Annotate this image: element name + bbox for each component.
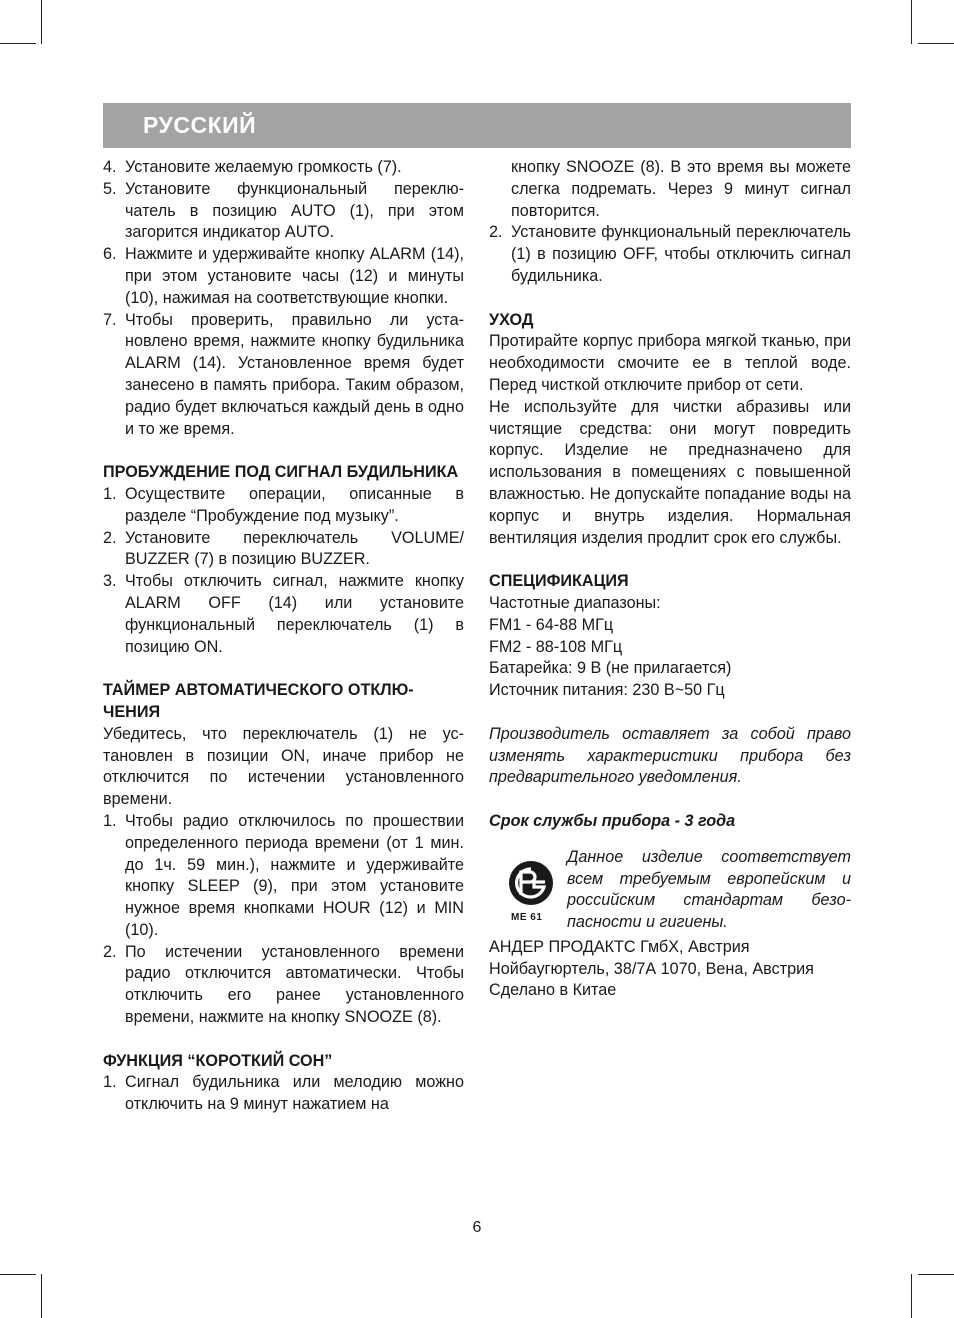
item-text: Сигнал будильника или мелодию можно отключить на 9 минут нажатием на: [125, 1073, 464, 1114]
section-heading-timer: ТАЙМЕР АВТОМАТИЧЕСКОГО ОТКЛЮЧЕНИЯ: [103, 681, 414, 721]
crop-mark: [918, 1274, 954, 1275]
crop-mark: [0, 1274, 36, 1275]
item-number: 2.: [103, 942, 117, 961]
item-number: 2.: [489, 223, 503, 242]
language-banner: [103, 103, 851, 148]
item-text: Установите функциональный переключатель в позицию AUTO (1), при этом загорится индикатор AUTO.: [125, 179, 464, 242]
item-number: 1.: [103, 484, 117, 503]
section-heading-care: УХОД: [489, 310, 534, 329]
item-text: Установите функциональный переключатель (1) в позицию OFF, чтобы отключить сигнал будильника.: [511, 223, 851, 285]
section-heading-snooze: ФУНКЦИЯ “КОРОТКИЙ СОН”: [103, 1051, 333, 1070]
item-number: 1.: [103, 1073, 117, 1092]
care-paragraph-1: Протирайте корпус прибора мягкой тканью, при необходимости смочите ее в теплой воде. Перед чисткой отключите прибор от сети.: [489, 332, 851, 394]
right-column: [489, 157, 851, 1002]
crop-mark: [0, 43, 36, 44]
snooze-continued: кнопку SNOOZE (8). В это время вы можете слегка подремать. Через 9 минут сигнал повторится.: [511, 158, 851, 220]
item-number: 2.: [103, 528, 117, 547]
item-text: Установите желаемую громкость (7).: [125, 158, 402, 176]
disclaimer: Производитель оставляет за собой право изменять характеристики прибора без предварительного уведомления.: [489, 724, 851, 787]
item-text: Чтобы радио отключилось по прошествии определенного периода времени (от 1 мин. до 1ч. 59 мин.), нажмите и удерживайте кнопку SLEEP (9), при этом установите нужное время кнопками HOUR (12) и MIN (10).: [125, 811, 464, 939]
item-number: 1.: [103, 811, 117, 830]
setup-list: [103, 157, 464, 440]
certification-block: [489, 847, 851, 937]
item-number: 7.: [103, 310, 117, 329]
section-heading-alarm: ПРОБУЖДЕНИЕ ПОД СИГНАЛ БУДИЛЬНИКА: [103, 463, 459, 482]
care-paragraph-2: Не используйте для чистки абразивы или чистящие средства: они могут повредить корпус. Изделие не предназначено для использования в помещениях с повышенной влажностью. Не допускайте попадание воды на корпус и внутрь изделия. Нормальная вентиляция изделия продлит срок его службы.: [489, 397, 851, 547]
list-item: [103, 179, 464, 244]
item-text: По истечении установленного времени радио отключится автоматически. Чтобы отключить его ранее установленного времени, нажмите на кнопку SNOOZE (8).: [125, 942, 464, 1027]
spec-line: Батарейка: 9 В (не прилагается): [489, 659, 732, 678]
manufacturer-line: АНДЕР ПРОДАКТС ГмбХ, Австрия: [489, 937, 750, 956]
spec-line: Частотные диапазоны:: [489, 593, 661, 612]
certification-mark-icon: [507, 859, 555, 907]
list-item: [103, 157, 464, 179]
list-item: [489, 222, 851, 287]
item-text: Чтобы проверить, правильно ли установлено время, нажмите кнопку будильника ALARM (14). Установленное время будет занесено в память прибора. Таким образом, радио будет включаться каждый день в одно и то же время.: [125, 310, 465, 438]
item-number: 4.: [103, 158, 117, 176]
item-number: 5.: [103, 179, 117, 198]
item-text: Осуществите операции, описанные в разделе “Пробуждение под музыку”.: [125, 484, 464, 525]
left-column: [103, 157, 464, 1116]
crop-mark: [918, 43, 954, 44]
list-item: [103, 484, 464, 528]
crop-mark: [41, 1274, 42, 1318]
service-life: Срок службы прибора - 3 года: [489, 811, 736, 830]
crop-mark: [911, 1274, 912, 1318]
manufacturer-line: Сделано в Китае: [489, 981, 617, 1000]
item-text: Нажмите и удерживайте кнопку ALARM (14), при этом установите часы (12) и минуты (10), нажимая на соответствующие кнопки.: [125, 245, 464, 307]
spec-line: FM2 - 88-108 МГц: [489, 637, 623, 656]
item-number: 6.: [103, 245, 117, 264]
timer-intro: Убедитесь, что переключатель (1) не установлен в позиции ON, иначе прибор не отключится по истечении установленного времени.: [103, 724, 464, 809]
crop-mark: [911, 0, 912, 44]
spec-line: FM1 - 64-88 МГц: [489, 615, 614, 634]
spec-line: Источник питания: 230 В~50 Гц: [489, 681, 725, 700]
alarm-list: [103, 484, 464, 658]
list-item: [103, 942, 464, 1029]
list-item: [103, 528, 464, 572]
list-item: [103, 244, 464, 309]
language-title: РУССКИЙ: [143, 112, 257, 138]
snooze-list-continued: [489, 222, 851, 287]
item-text: Установите переключатель VOLUME/ BUZZER (7) в позицию BUZZER.: [125, 528, 464, 569]
item-text: Чтобы отключить сигнал, нажмите кнопку ALARM OFF (14) или установите функциональный переключатель (1) в позицию ON.: [125, 572, 464, 656]
page-number: 6: [472, 1219, 482, 1236]
list-item: [103, 811, 464, 942]
section-heading-spec: СПЕЦИФИКАЦИЯ: [489, 572, 629, 591]
certification-text: Данное изделие соответствует всем требуемым европейским и российским стандартам безопасности и гигиены.: [567, 847, 851, 932]
manufacturer-line: Нойбаугюртель, 38/7А 1070, Вена, Австрия: [489, 959, 814, 978]
item-number: 3.: [103, 572, 117, 591]
list-item: [103, 1072, 464, 1116]
timer-list: [103, 811, 464, 1029]
crop-mark: [41, 0, 42, 44]
snooze-list: [103, 1072, 464, 1116]
list-item: [103, 571, 464, 658]
certification-code: МЕ 61: [511, 911, 543, 923]
list-item: [103, 310, 464, 441]
